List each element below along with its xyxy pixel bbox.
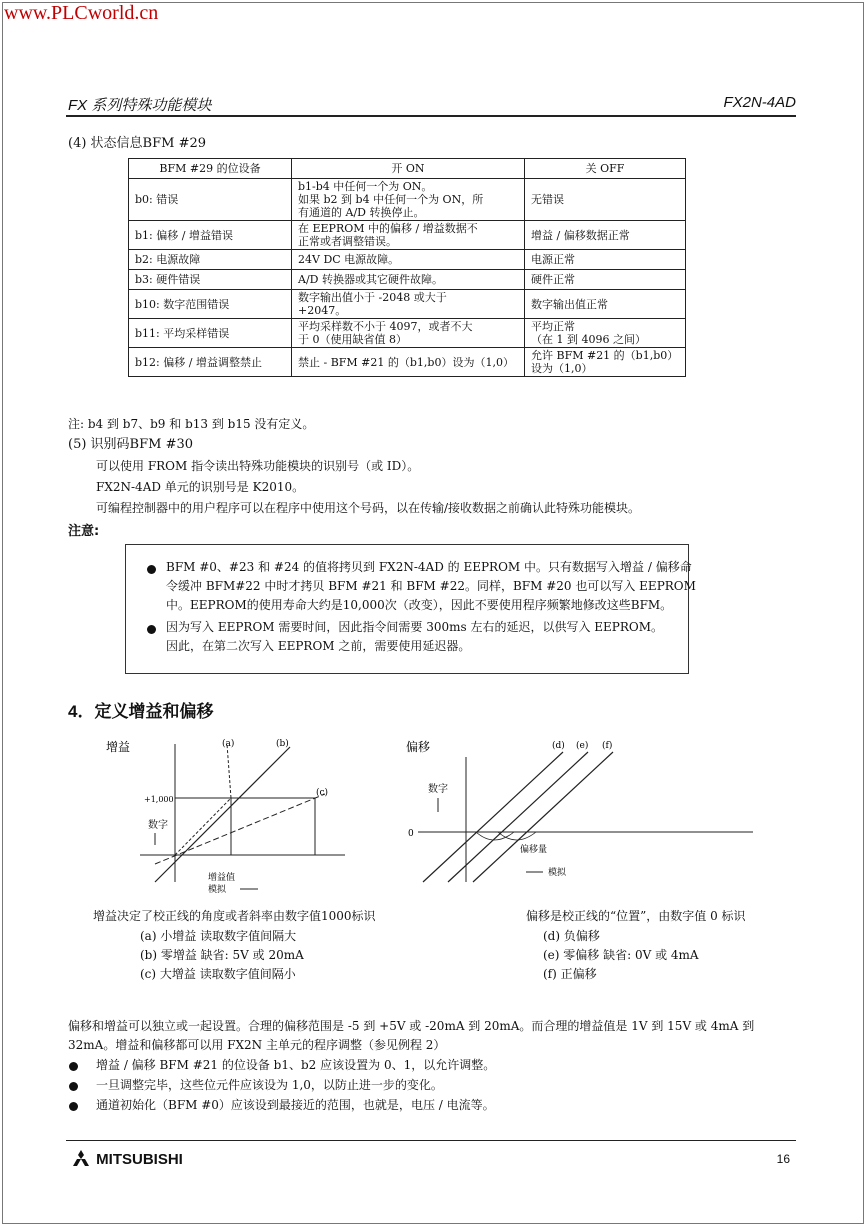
table-cell: A/D 转换器或其它硬件故障。 [292,270,525,290]
curve-d [423,752,563,882]
bullet-dot [147,565,156,574]
table-cell: 24V DC 电源故障。 [292,250,525,270]
offset-bracket [498,832,536,840]
table-cell: 数字输出值正常 [525,290,686,319]
table-cell: b3: 硬件错误 [129,270,292,290]
x-axis-label: 模拟 [208,885,227,895]
footer-rule [66,1140,796,1141]
x-axis-label: 模拟 [548,868,567,878]
table-row [129,270,686,290]
table-cell: b2: 电源故障 [129,250,292,270]
table-header-row [129,159,686,179]
status-table [128,158,686,377]
curve-label: (b) [276,739,289,749]
offset-title: 偏移 [406,740,431,754]
zero-label: 0 [408,829,414,839]
table-cell: b1: 偏移 / 增益错误 [129,221,292,250]
cell-line: 平均采样数不小于 4097，或者不大 [298,320,473,333]
cell-line: 平均正常 [531,320,575,333]
cell-line: 有通道的 A/D 转换停止。 [298,206,425,219]
page-number: 16 [776,1152,790,1166]
table-cell: 禁止 - BFM #21 的（b1,b0）设为（1,0） [292,348,525,377]
caution-bullet-1 [166,558,696,615]
table-note: 注: b4 到 b7、b9 和 b13 到 b15 没有定义。 [68,417,315,431]
table-row [129,221,686,250]
offset-desc: (d) 负偏移 [543,929,600,943]
table-row [129,179,686,221]
table-cell: b11: 平均采样错误 [129,319,292,348]
gain-desc: (a) 小增益 读取数字值间隔大 [140,929,297,943]
cell-line: +2047。 [298,304,347,317]
bullet-dot [147,625,156,634]
y-axis-label: 数字 [148,820,168,831]
curve-label: (e) [576,741,589,751]
curve-label: (c) [316,788,329,798]
table-cell [292,179,525,221]
bottom-paragraph: 偏移和增益可以独立或一起设置。合理的偏移范围是 -5 到 +5V 或 -20mA 到 20mA。而合理的增益值是 1V 到 15V 或 4mA 到 [68,1019,755,1033]
logo-text: MITSUBISHI [96,1151,183,1168]
cell-line: 设为（1,0） [531,362,593,375]
table-cell [292,221,525,250]
cell-line: 数字输出值小于 -2048 或大于 [298,291,447,304]
table-row [129,290,686,319]
header-model: FX2N-4AD [723,94,796,111]
watermark[interactable]: www.PLCworld.cn [4,2,159,24]
caution-line: 令缓冲 BFM#22 中时才拷贝 BFM #21 和 BFM #22。同样，BFM #20 也可以写入 EEPROM [166,579,696,593]
cell-line: 允许 BFM #21 的（b1,b0） [531,349,679,362]
curve-a-ext [227,744,231,798]
offset-desc: 偏移是校正线的“位置”，由数字值 0 标识 [526,909,746,923]
caution-line: 因为写入 EEPROM 需要时间，因此指令间需要 300ms 左右的延迟，以供写入 EEPROM。 [166,620,664,634]
chapter-title: 4．定义增益和偏移 [68,702,214,721]
table-row [129,319,686,348]
bullet-dot [69,1062,78,1071]
table-cell [292,319,525,348]
table-cell [525,319,686,348]
caution-line: 中。EEPROM的使用寿命大约是10,000次（改变），因此不要使用程序频繁地修改这些BFM。 [166,598,673,612]
table-cell: b10: 数字范围错误 [129,290,292,319]
cell-line: 如果 b2 到 b4 中任何一个为 ON，所 [298,193,484,206]
table-cell: 硬件正常 [525,270,686,290]
table-header: 关 OFF [525,159,686,179]
caution-label: 注意: [68,524,100,539]
gain-desc: (c) 大增益 读取数字值间隔小 [140,967,296,981]
curve-e [448,752,588,882]
caution-line: 因此，在第二次写入 EEPROM 之前，需要使用延迟器。 [166,639,471,653]
cell-line: 正常或者调整错误。 [298,235,397,248]
offset-desc: (e) 零偏移 缺省: 0V 或 4mA [543,948,699,962]
bullet-dot [69,1082,78,1091]
curve-label: (a) [222,739,235,749]
cell-line: b1-b4 中任何一个为 ON。 [298,180,433,193]
table-row [129,348,686,377]
table-cell: b0: 错误 [129,179,292,221]
bottom-paragraph: 32mA。增益和偏移都可以用 FX2N 主单元的程序调整（参见例程 2） [68,1038,446,1052]
bottom-bullet: 增益 / 偏移 BFM #21 的位设备 b1、b2 应该设置为 0、1，以允许调整。 [96,1058,496,1072]
header-title: FX 系列特殊功能模块 [68,97,212,114]
paragraph-line: 可编程控制器中的用户程序可以在程序中使用这个号码，以在传输/接收数据之前确认此特殊功能模块。 [96,501,641,515]
table-cell: 电源正常 [525,250,686,270]
mitsubishi-logo [70,1150,183,1168]
cell-line: 在 EEPROM 中的偏移 / 增益数据不 [298,222,478,235]
gain-diagram [100,732,360,902]
paragraph-line: FX2N-4AD 单元的识别号是 K2010。 [96,480,305,494]
paragraph-line: 可以使用 FROM 指令读出特殊功能模块的识别号（或 ID）。 [96,459,420,473]
offset-diagram [398,732,793,902]
section-5-title: (5) 识别码BFM #30 [68,437,193,452]
gain-desc: (b) 零增益 缺省: 5V 或 20mA [140,948,304,962]
table-row [129,250,686,270]
table-header: 开 ON [292,159,525,179]
gain-desc: 增益决定了校正线的角度或者斜率由数字值1000标识 [93,909,376,923]
bottom-bullet: 一旦调整完毕，这些位元件应该设为 1,0，以防止进一步的变化。 [96,1078,443,1092]
section-4-title: (4) 状态信息BFM #29 [68,136,206,151]
caution-bullet-2 [166,618,663,656]
caution-line: BFM #0、#23 和 #24 的值将拷贝到 FX2N-4AD 的 EEPROM 中。只有数据写入增益 / 偏移命 [166,560,692,574]
y-axis-label: 数字 [428,784,448,795]
table-cell: 无错误 [525,179,686,221]
gain-value-label: 增益值 [208,873,236,883]
gain-title: 增益 [106,740,131,754]
table-cell: b12: 偏移 / 增益调整禁止 [129,348,292,377]
offset-amount-label: 偏移量 [520,845,548,855]
table-cell [525,348,686,377]
three-diamonds-icon [70,1150,92,1166]
curve-f [473,752,613,882]
bottom-bullet: 通道初始化（BFM #0）应该设到最接近的范围，也就是，电压 / 电流等。 [96,1098,495,1112]
cell-line: （在 1 到 4096 之间） [531,333,646,346]
table-cell: 增益 / 偏移数据正常 [525,221,686,250]
cell-line: 于 0（使用缺省值 8） [298,333,407,346]
curve-label: (f) [602,741,613,751]
curve-a [175,798,231,855]
header-rule [66,115,796,117]
y-tick-label: +1,000 [144,795,174,804]
curve-label: (d) [552,741,565,751]
offset-desc: (f) 正偏移 [543,967,597,981]
table-cell [292,290,525,319]
curve-c [155,794,325,864]
bullet-dot [69,1102,78,1111]
table-header: BFM #29 的位设备 [129,159,292,179]
